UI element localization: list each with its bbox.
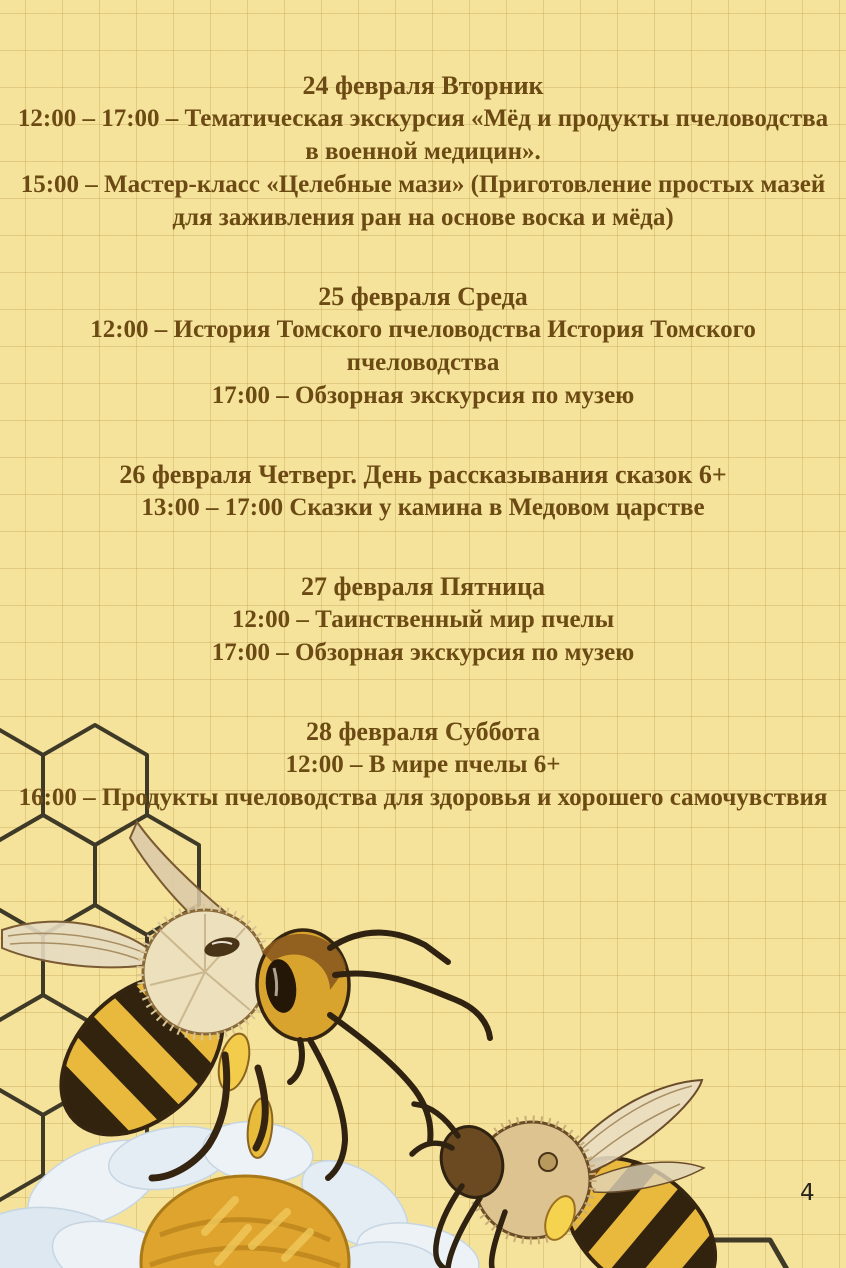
section-heading: 27 февраля Пятница xyxy=(301,572,545,601)
schedule-line: для заживления ран на основе воска и мёда) xyxy=(172,204,674,231)
schedule-section xyxy=(0,69,846,234)
schedule-line: пчеловодства xyxy=(346,349,500,376)
schedule-line: 12:00 – Таинственный мир пчелы xyxy=(231,606,615,633)
section-body xyxy=(0,313,846,412)
schedule-line: 13:00 – 17:00 Сказки у камина в Медовом царстве xyxy=(141,494,705,521)
schedule-section xyxy=(0,280,846,412)
section-body xyxy=(0,603,846,669)
section-heading: 28 февраля Суббота xyxy=(305,717,541,746)
schedule-line: 12:00 – 17:00 – Тематическая экскурсия «Мёд и продукты пчеловодства xyxy=(17,105,829,132)
section-heading: 25 февраля Среда xyxy=(318,282,528,311)
schedule-line: 16:00 – Продукты пчеловодства для здоровья и хорошего самочувствия xyxy=(18,784,828,811)
section-body xyxy=(0,748,846,814)
schedule-line: в военной медицин». xyxy=(305,138,541,165)
schedule-section xyxy=(0,458,846,524)
page-number: 4 xyxy=(800,1180,815,1206)
section-body xyxy=(0,491,846,524)
schedule-line: 15:00 – Мастер-класс «Целебные мази» (Приготовление простых мазей xyxy=(20,171,826,198)
bee-illustration-small xyxy=(412,1080,749,1268)
section-heading: 24 февраля Вторник xyxy=(302,71,544,100)
section-body xyxy=(0,102,846,234)
schedule-line: 12:00 – История Томского пчеловодства История Томского xyxy=(90,316,756,343)
bee-illustration-large xyxy=(2,822,490,1178)
daisy-flower xyxy=(0,1116,485,1268)
schedule-line: 17:00 – Обзорная экскурсия по музею xyxy=(211,382,635,409)
hexagon-outline xyxy=(680,1240,800,1268)
section-heading: 26 февраля Четверг. День рассказывания сказок 6+ xyxy=(119,460,727,489)
schedule-line: 12:00 – В мире пчелы 6+ xyxy=(285,751,561,778)
schedule-section xyxy=(0,570,846,669)
schedule-line: 17:00 – Обзорная экскурсия по музею xyxy=(211,639,635,666)
schedule-section xyxy=(0,715,846,814)
